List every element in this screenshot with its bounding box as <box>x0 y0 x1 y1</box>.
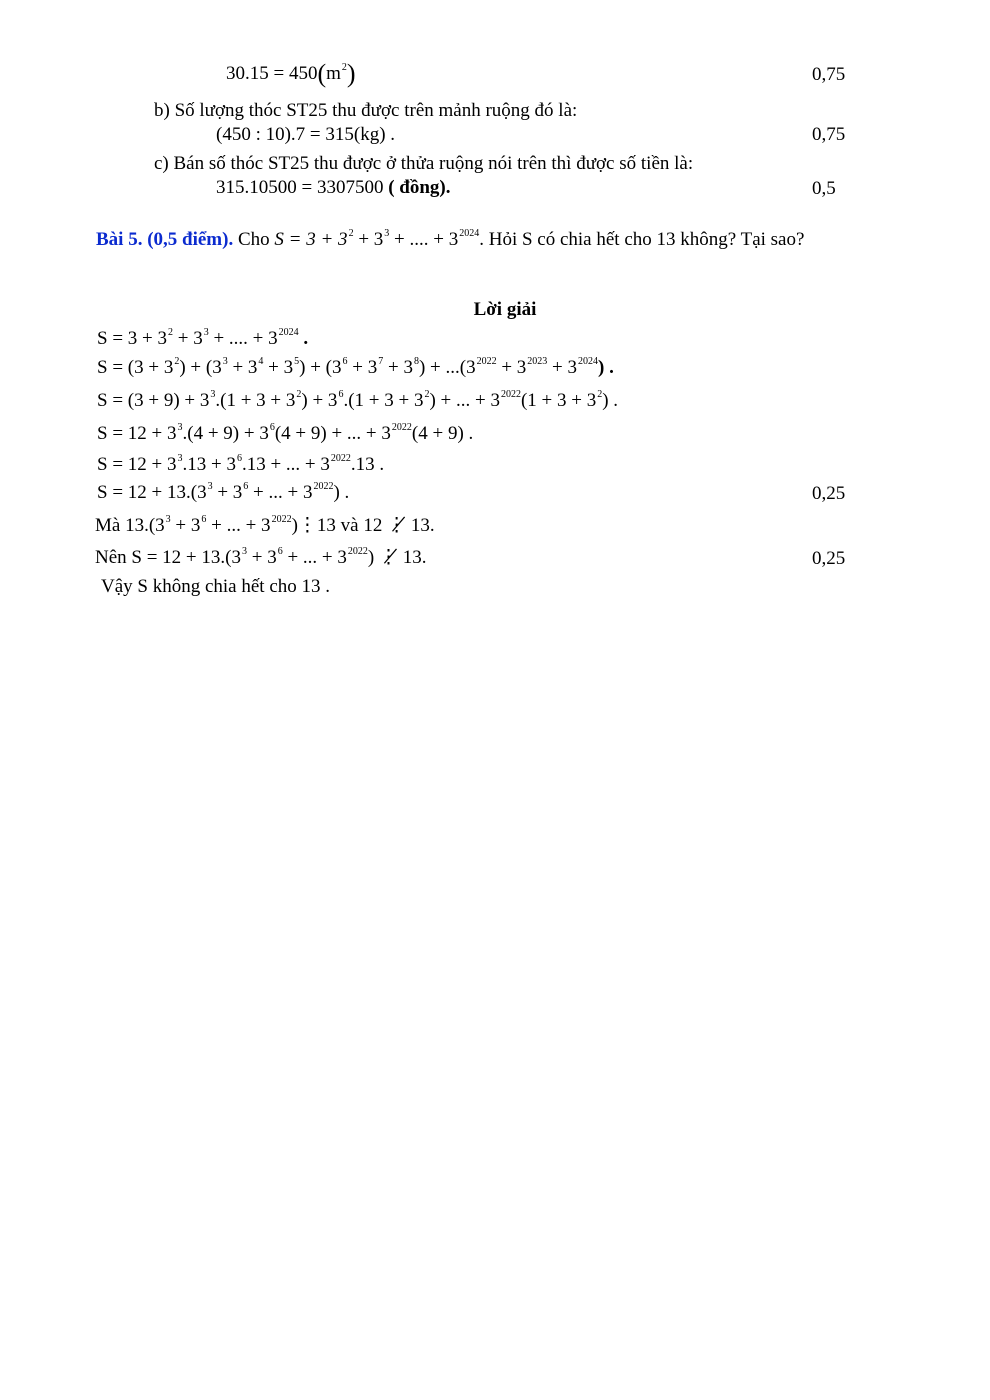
solution-title: Lời giải <box>473 299 537 320</box>
part-b-formula: (450 : 10).7 = 315(kg) . <box>216 124 396 145</box>
solution-line-1: $S = 3 + 3^2 + 3^3$ + .... + $3^{2024}$ . <box>97 327 309 349</box>
problem5-heading: Bài 5. (0,5 điểm). <box>96 229 234 250</box>
part-a-formula: $30.15 = 450(m^2)$ <box>226 59 356 88</box>
solution-line-3: $S = (3 + 9) + 3^3.(1 + 3 + 3^2) + 3^6.(1 + 3 + 3^2)$ + ... + $3^{2022}(1 + 3 + 3^2)$ . <box>97 389 619 411</box>
problem5-statement: Bài 5. (0,5 điểm). Cho $S = 3 + 3^2 + 3^3$ + .... + $3^{2024}$. Hỏi S có chia hết cho 13 không? Tại sao? <box>96 228 805 250</box>
part-c-text: c) Bán số thóc ST25 thu được ở thửa ruộng nói trên thì được số tiền là: <box>154 153 694 174</box>
solution-score-1: 0,25 <box>812 483 846 504</box>
part-c-formula: 315.10500 = 3307500 ( đồng). <box>216 177 451 198</box>
solution-conclusion: Vậy S không chia hết cho 13 . <box>101 576 331 597</box>
part-c-score: 0,5 <box>812 178 836 199</box>
solution-score-2: 0,25 <box>812 548 846 569</box>
solution-line-2: $S = (3 + 3^2) + (3^3 + 3^4 + 3^5) + (3^6 + 3^7 + 3^8) + ...(3^{2022} + 3^{2023} + 3^{2024})$ . <box>97 356 614 378</box>
solution-line-6: $S = 12 + 13.(3^3 + 3^6$ + ... + $3^{2022}$) . <box>97 481 350 503</box>
solution-line-5: $S = 12 + 3^3.13 + 3^6.13$ + ... + $3^{2022}.13$ . <box>97 453 385 475</box>
solution-line-8: Nên $S = 12 + 13.(3^3 + 3^6$ + ... + $3^{2022}$) ⋮̸ 13. <box>95 546 427 568</box>
part-a-score: 0,75 <box>812 64 846 85</box>
part-b-score: 0,75 <box>812 124 846 145</box>
solution-line-7: Mà $13.(3^3 + 3^6$ + ... + $3^{2022})⋮13$ và 12 ⋮̸ 13. <box>95 514 435 536</box>
part-b-text: b) Số lượng thóc ST25 thu được trên mảnh ruộng đó là: <box>154 100 578 121</box>
solution-line-4: $S = 12 + 3^3.(4 + 9) + 3^6(4 + 9)$ + ... + $3^{2022}(4 + 9)$ . <box>97 422 474 444</box>
